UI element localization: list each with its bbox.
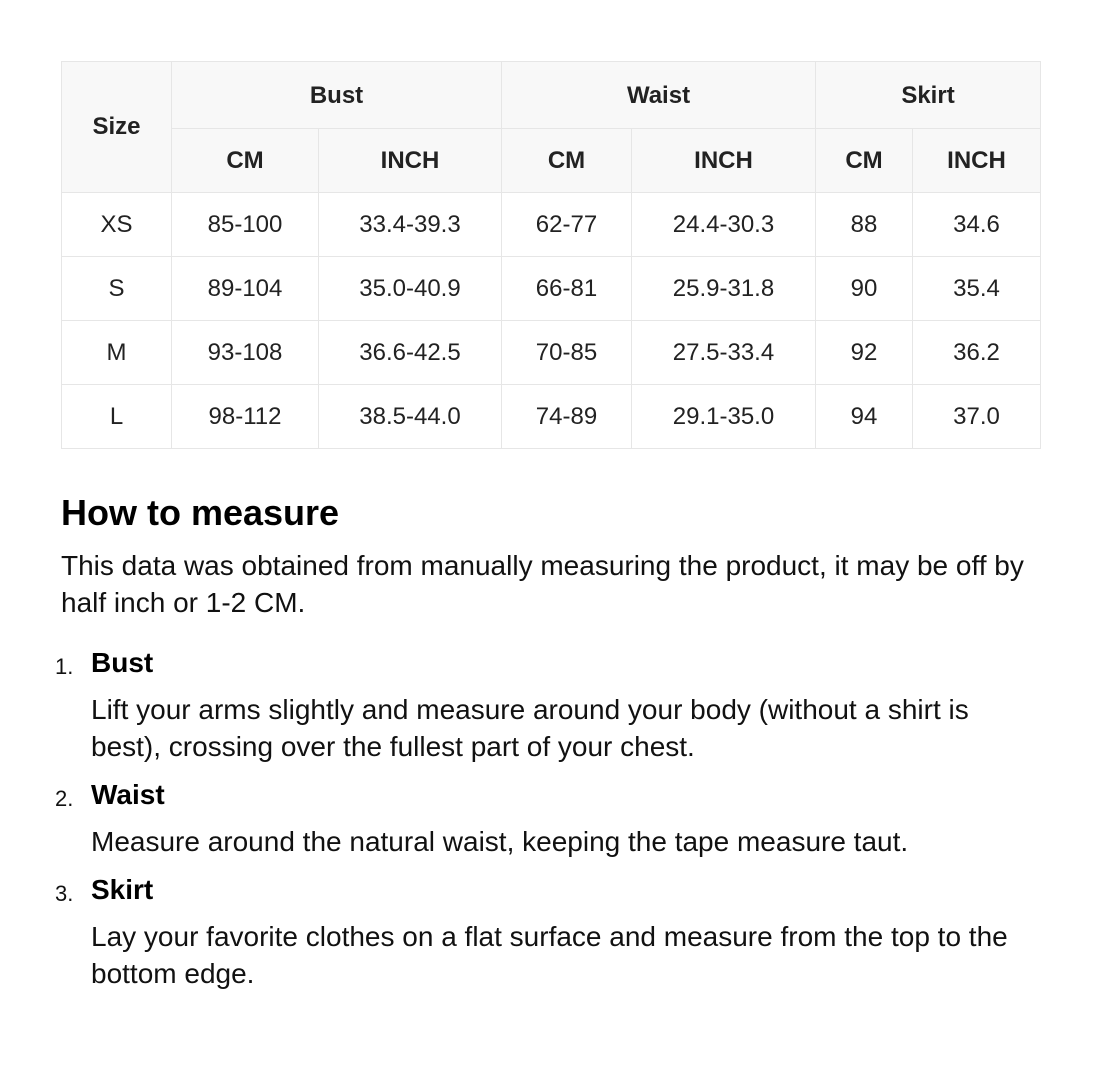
step-number: 3.: [55, 881, 74, 906]
step-description: Lift your arms slightly and measure around your body (without a shirt is best), crossing over the fullest part of your chest.: [91, 694, 969, 762]
waist-cm-cell: 62-77: [502, 193, 632, 257]
step-title: Bust: [91, 647, 154, 678]
waist-inch-cell: 27.5-33.4: [632, 321, 816, 385]
table-row: [62, 257, 1041, 321]
bust-inch-cell: 38.5-44.0: [319, 385, 502, 449]
bust-group-header: Bust: [172, 62, 502, 129]
list-item: [55, 872, 1039, 992]
bust-cm-header: CM: [172, 129, 319, 193]
table-row: [62, 321, 1041, 385]
list-item: [55, 777, 1039, 860]
waist-inch-cell: 24.4-30.3: [632, 193, 816, 257]
waist-inch-cell: 29.1-35.0: [632, 385, 816, 449]
waist-cm-cell: 70-85: [502, 321, 632, 385]
size-guide: [55, 61, 1039, 1004]
waist-group-header: Waist: [502, 62, 816, 129]
skirt-cm-cell: 88: [816, 193, 913, 257]
table-subheader-row: [62, 129, 1041, 193]
bust-cm-cell: 85-100: [172, 193, 319, 257]
size-cell: S: [62, 257, 172, 321]
skirt-inch-cell: 35.4: [913, 257, 1041, 321]
step-title: Skirt: [91, 874, 154, 905]
waist-cm-cell: 74-89: [502, 385, 632, 449]
skirt-inch-cell: 34.6: [913, 193, 1041, 257]
size-cell: XS: [62, 193, 172, 257]
bust-inch-header: INCH: [319, 129, 502, 193]
step-description: Lay your favorite clothes on a flat surface and measure from the top to the bottom edge.: [91, 921, 1008, 989]
bust-cm-cell: 98-112: [172, 385, 319, 449]
size-column-header: Size: [62, 62, 172, 193]
skirt-cm-cell: 90: [816, 257, 913, 321]
waist-inch-cell: 25.9-31.8: [632, 257, 816, 321]
bust-inch-cell: 36.6-42.5: [319, 321, 502, 385]
how-to-measure-heading: How to measure: [61, 492, 340, 533]
list-item: [55, 645, 1039, 765]
skirt-group-header: Skirt: [816, 62, 1041, 129]
waist-cm-header: CM: [502, 129, 632, 193]
table-header-row: [62, 62, 1041, 129]
step-number: 2.: [55, 786, 74, 811]
step-description: Measure around the natural waist, keeping the tape measure taut.: [91, 826, 909, 857]
size-chart-table: [61, 61, 1041, 449]
size-cell: M: [62, 321, 172, 385]
step-title: Waist: [91, 779, 165, 810]
step-number: 1.: [55, 654, 74, 679]
bust-inch-cell: 35.0-40.9: [319, 257, 502, 321]
measurement-disclaimer: This data was obtained from manually measuring the product, it may be off by half inch or 1-2 CM.: [61, 550, 1024, 618]
bust-cm-cell: 89-104: [172, 257, 319, 321]
size-cell: L: [62, 385, 172, 449]
skirt-cm-cell: 94: [816, 385, 913, 449]
table-row: [62, 385, 1041, 449]
bust-cm-cell: 93-108: [172, 321, 319, 385]
measurement-steps-list: [55, 645, 1039, 992]
bust-inch-cell: 33.4-39.3: [319, 193, 502, 257]
skirt-inch-cell: 36.2: [913, 321, 1041, 385]
skirt-cm-header: CM: [816, 129, 913, 193]
skirt-inch-header: INCH: [913, 129, 1041, 193]
waist-cm-cell: 66-81: [502, 257, 632, 321]
skirt-cm-cell: 92: [816, 321, 913, 385]
waist-inch-header: INCH: [632, 129, 816, 193]
table-row: [62, 193, 1041, 257]
skirt-inch-cell: 37.0: [913, 385, 1041, 449]
